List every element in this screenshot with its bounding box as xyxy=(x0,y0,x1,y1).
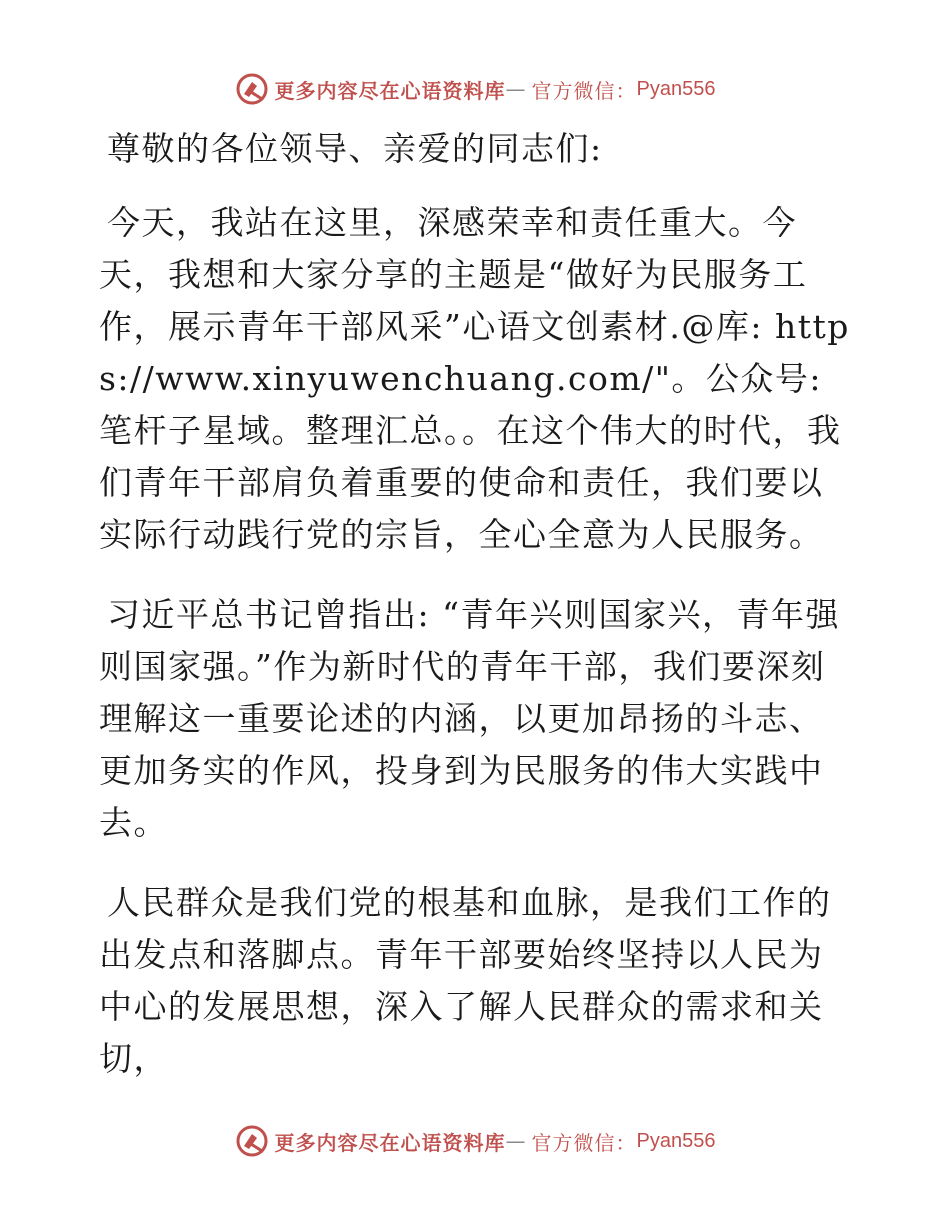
xinyu-logo-icon xyxy=(235,1124,269,1158)
header-banner xyxy=(0,72,950,106)
banner-main-text: 更多内容尽在心语资料库 xyxy=(274,78,506,103)
banner-separator: — xyxy=(505,1129,526,1153)
banner-main-text: 更多内容尽在心语资料库 xyxy=(274,1130,506,1155)
body-paragraph: 今天，我站在这里，深感荣幸和责任重大。今天，我想和大家分享的主题是“做好为民服务工作，展示青年干部风采”心语文创素材.@库: https://www.xinyuwenchuang.com/"。公众号: 笔杆子星域。整理汇总。。在这个伟大的时代，我们青年干部肩负着重要的使命和责任，我们要以实际行动践行党的宗旨，全心全意为人民服务。 xyxy=(99,203,850,554)
body-paragraph: 习近平总书记曾指出: “青年兴则国家兴，青年强则国家强。”作为新时代的青年干部，我们要深刻理解这一重要论述的内涵，以更加昂扬的斗志、更加务实的作风，投身到为民服务的伟大实践中去。 xyxy=(99,595,840,842)
body-paragraph: 人民群众是我们党的根基和血脉，是我们工作的出发点和落脚点。青年干部要始终坚持以人民为中心的发展思想，深入了解人民群众的需求和关切， xyxy=(99,883,832,1078)
salutation-paragraph: 尊敬的各位领导、亲爱的同志们: xyxy=(107,129,603,168)
banner-wechat-id: Pyan556 xyxy=(636,77,716,100)
banner-wechat-label: 官方微信： xyxy=(531,1130,637,1155)
banner-separator: — xyxy=(505,77,526,101)
document-body xyxy=(99,123,851,1113)
xinyu-logo-icon xyxy=(235,72,269,106)
banner-wechat-id: Pyan556 xyxy=(636,1129,716,1152)
banner-wechat-label: 官方微信： xyxy=(531,78,637,103)
footer-banner xyxy=(0,1124,950,1158)
